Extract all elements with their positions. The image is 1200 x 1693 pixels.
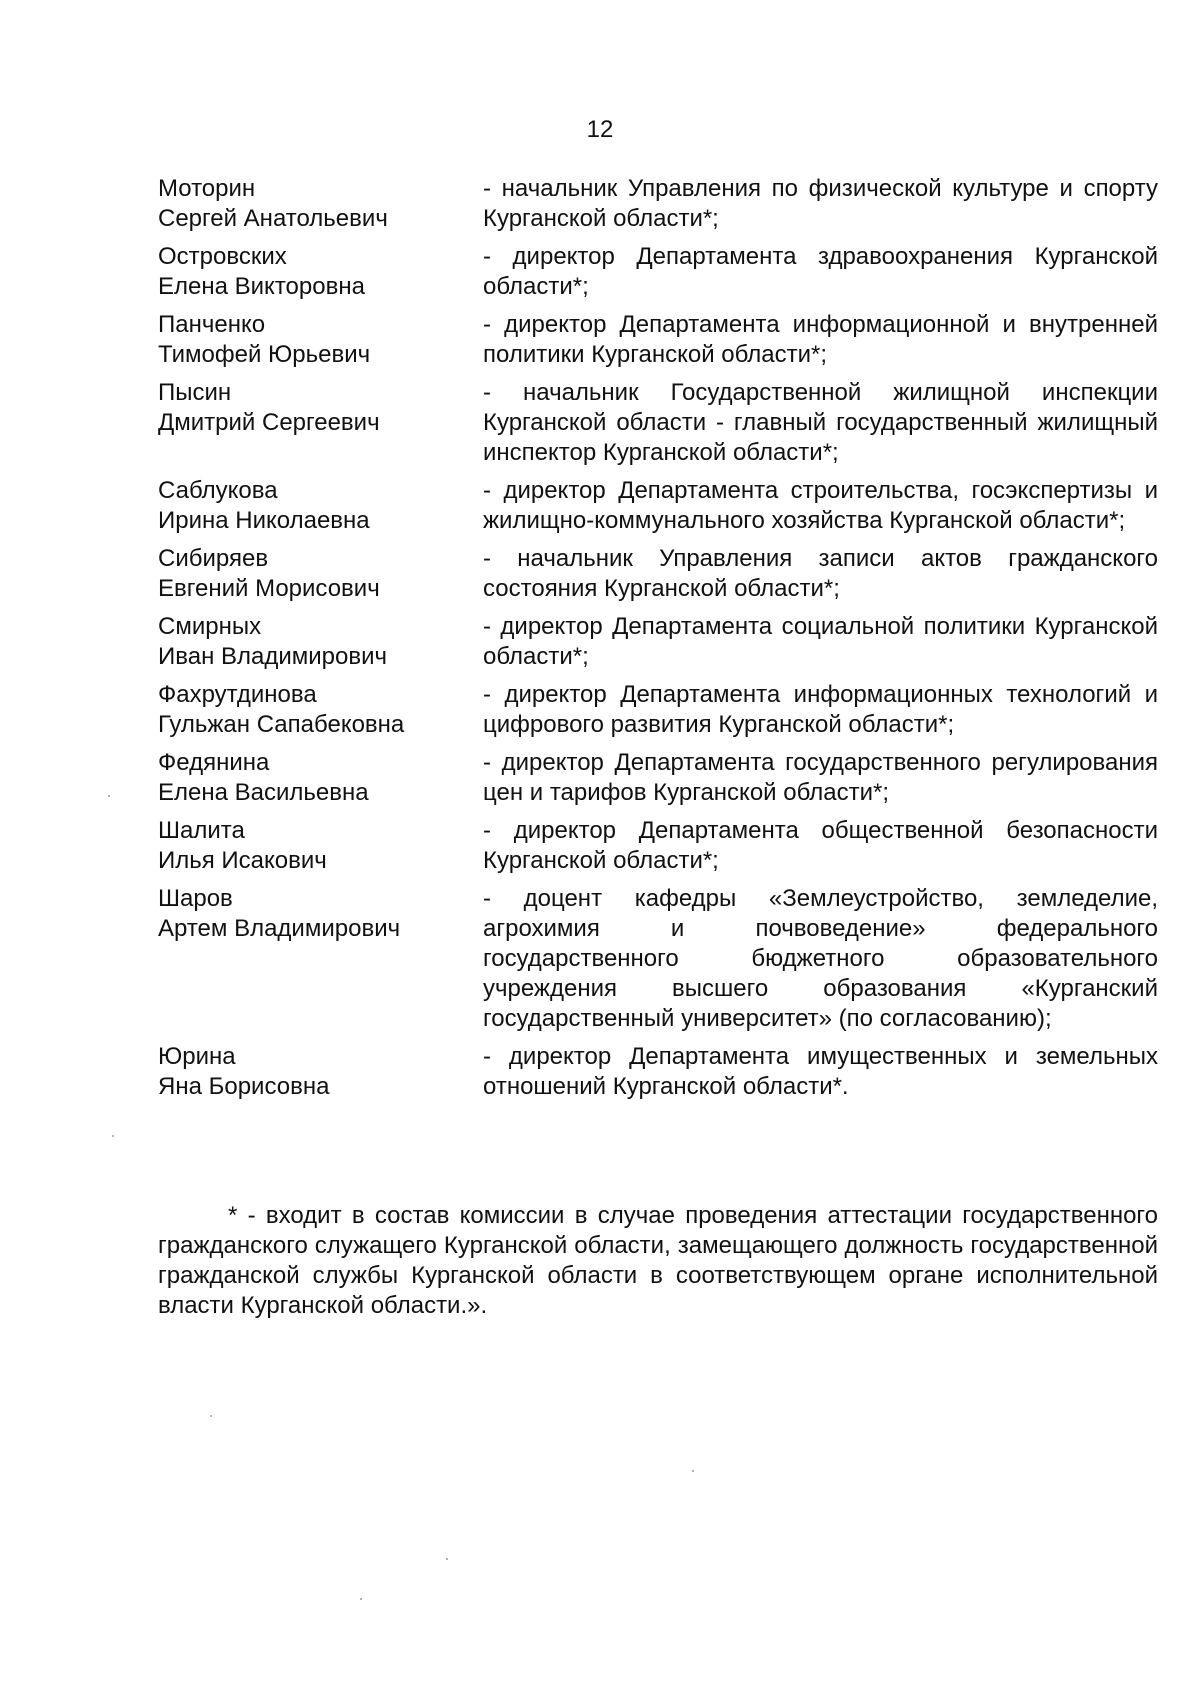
member-given-name: Артем Владимирович [158, 915, 401, 942]
member-surname: Шалита [158, 817, 245, 844]
member-position: - директор Департамента строительства, госэкспертизы и жилищно-коммунального хозяйства Курганской области*; [483, 477, 1158, 534]
member-row [158, 884, 1158, 1034]
member-given-name: Гульжан Сапабековна [158, 711, 405, 738]
member-name [158, 1042, 483, 1102]
scan-speck [108, 795, 110, 797]
member-name [158, 612, 483, 672]
member-given-name: Тимофей Юрьевич [158, 341, 371, 368]
member-row [158, 680, 1158, 740]
scan-speck [692, 1470, 694, 1472]
members-list [158, 174, 1158, 1110]
member-given-name: Евгений Морисович [158, 575, 380, 602]
footnote: * - входит в состав комиссии в случае проведения аттестации государственного гражданского служащего Курганской области, замещающего должность государственной гражданской службы Курганской области в соответствующем органе исполнительной власти Курганской области.». [158, 1202, 1158, 1319]
member-row [158, 476, 1158, 536]
member-row [158, 242, 1158, 302]
member-row [158, 174, 1158, 234]
member-name [158, 174, 483, 234]
member-position: - директор Департамента имущественных и земельных отношений Курганской области*. [483, 1043, 1158, 1100]
member-surname: Фахрутдинова [158, 681, 317, 708]
member-surname: Смирных [158, 613, 262, 640]
member-row [158, 310, 1158, 370]
member-surname: Юрина [158, 1043, 236, 1070]
member-given-name: Елена Викторовна [158, 273, 365, 300]
member-position: - начальник Управления по физической культуре и спорту Курганской области*; [483, 175, 1158, 232]
scan-speck [112, 1135, 114, 1137]
member-position: - директор Департамента здравоохранения Курганской области*; [483, 243, 1158, 300]
member-given-name: Ирина Николаевна [158, 507, 370, 534]
member-given-name: Иван Владимирович [158, 643, 388, 670]
member-position: - директор Департамента общественной безопасности Курганской области*; [483, 817, 1158, 874]
member-given-name: Сергей Анатольевич [158, 205, 388, 232]
scan-speck [210, 1415, 212, 1417]
member-surname: Федянина [158, 749, 270, 776]
member-name [158, 748, 483, 808]
member-name [158, 816, 483, 876]
member-name [158, 310, 483, 370]
member-position: - доцент кафедры «Землеустройство, земледелие, агрохимия и почвоведение» федерального государственного бюджетного образовательного учреждения высшего образования «Курганский государственный университет» (по согласованию); [483, 885, 1158, 1032]
scan-speck [446, 1558, 448, 1560]
member-position: - директор Департамента государственного регулирования цен и тарифов Курганской области*; [483, 749, 1158, 806]
member-name [158, 884, 483, 1034]
member-given-name: Дмитрий Сергеевич [158, 409, 380, 436]
member-surname: Островских [158, 243, 287, 270]
member-row [158, 816, 1158, 876]
member-row [158, 378, 1158, 468]
member-row [158, 1042, 1158, 1102]
member-surname: Сибиряев [158, 545, 269, 572]
member-name [158, 544, 483, 604]
member-name [158, 680, 483, 740]
member-given-name: Яна Борисовна [158, 1073, 330, 1100]
member-surname: Пысин [158, 379, 232, 406]
member-row [158, 612, 1158, 672]
member-position: - директор Департамента информационной и внутренней политики Курганской области*; [483, 311, 1158, 368]
member-position: - директор Департамента социальной политики Курганской области*; [483, 613, 1158, 670]
scan-speck [360, 1598, 362, 1600]
member-row [158, 544, 1158, 604]
member-position: - директор Департамента информационных технологий и цифрового развития Курганской области*; [483, 681, 1158, 738]
member-surname: Панченко [158, 311, 266, 338]
member-given-name: Илья Исакович [158, 847, 327, 874]
member-given-name: Елена Васильевна [158, 779, 369, 806]
member-row [158, 748, 1158, 808]
member-surname: Шаров [158, 885, 233, 912]
member-position: - начальник Государственной жилищной инспекции Курганской области - главный государственный жилищный инспектор Курганской области*; [483, 379, 1158, 466]
member-surname: Моторин [158, 175, 256, 202]
member-name [158, 378, 483, 468]
member-position: - начальник Управления записи актов гражданского состояния Курганской области*; [483, 545, 1158, 602]
member-name [158, 242, 483, 302]
member-surname: Саблукова [158, 477, 278, 504]
member-name [158, 476, 483, 536]
page-number: 12 [586, 116, 614, 143]
